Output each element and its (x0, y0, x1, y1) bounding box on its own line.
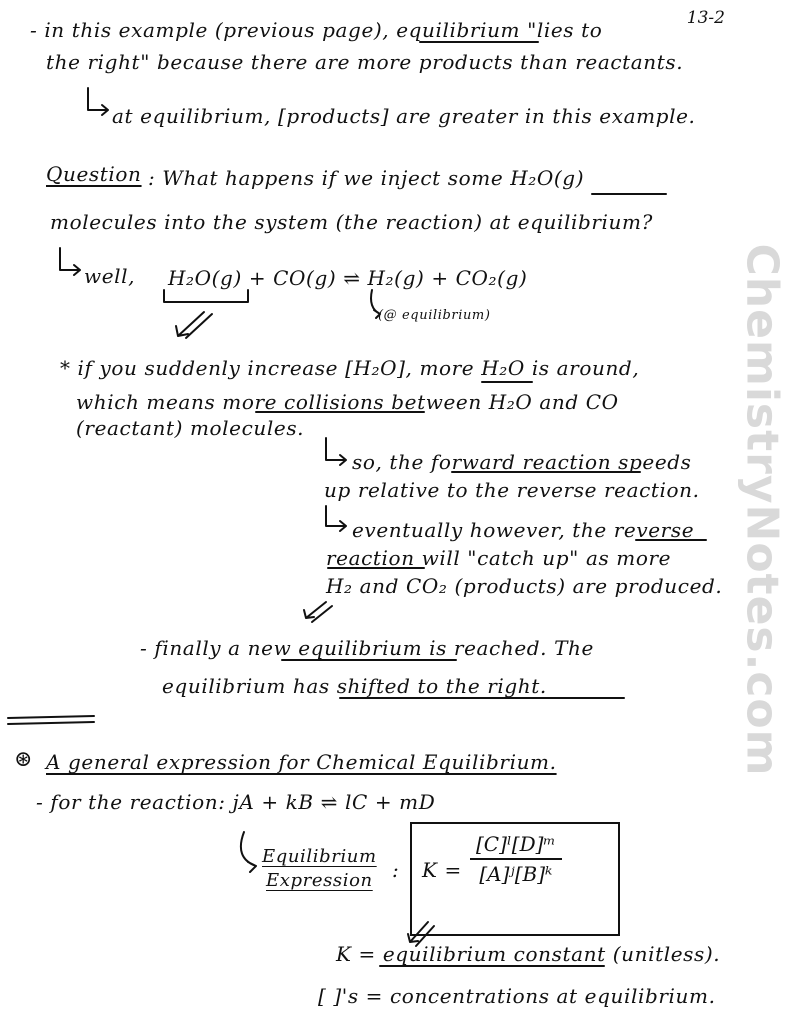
watermark: ChemistryNotes.com (736, 243, 788, 777)
final-line-1: - finally a new equilibrium is reached. The (140, 636, 594, 660)
reaction-equation: H₂O(g) + CO(g) ⇌ H₂(g) + CO₂(g) (168, 266, 528, 290)
general-heading: A general expression for Chemical Equilibrium. (46, 750, 557, 774)
expression-label-2: Expression (266, 870, 373, 891)
intro-line-1: - in this example (previous page), equilibrium "lies to (30, 18, 603, 42)
page-number: 13-2 (686, 8, 725, 28)
separator-line (8, 716, 94, 724)
reverse-line-3: H₂ and CO₂ (products) are produced. (326, 574, 723, 598)
question-label: Question (46, 162, 142, 186)
reverse-line-2: reaction will "catch up" as more (326, 546, 672, 570)
well-text: well, (84, 264, 136, 288)
explanation-line-2: which means more collisions between H₂O and CO (76, 390, 619, 414)
explanation-line-1: * if you suddenly increase [H₂O], more H₂O is around, (60, 356, 640, 380)
numerator: [C]ˡ[D]ᵐ (470, 832, 562, 860)
forward-line-1: so, the forward reaction speeds (352, 450, 692, 474)
bracket-definition: [ ]'s = concentrations at equilibrium. (318, 984, 716, 1008)
hook-arrow-icon (88, 88, 108, 115)
final-line-2: equilibrium has shifted to the right. (162, 674, 547, 698)
forward-line-2: up relative to the reverse reaction. (324, 478, 700, 502)
explanation-line-3: (reactant) molecules. (76, 416, 305, 440)
intro-subpoint: at equilibrium, [products] are greater in this example. (112, 104, 696, 128)
curved-arrow-icon (241, 832, 256, 872)
bracket-under-h2o (164, 290, 248, 302)
expression-label-1: Equilibrium (262, 846, 377, 867)
general-reaction: - for the reaction: jA + kB ⇌ lC + mD (36, 790, 436, 814)
equilibrium-note: (@ equilibrium) (378, 308, 491, 323)
curved-arrow-icon (371, 290, 380, 318)
colon: : (392, 858, 400, 882)
denominator: [A]ʲ[B]ᵏ (479, 862, 553, 886)
hook-arrow-icon (60, 248, 80, 275)
k-equals: K = (422, 858, 462, 882)
hook-arrow-icon (326, 506, 346, 531)
double-arrow-icon (304, 602, 332, 622)
reverse-line-1: eventually however, the reverse (352, 518, 695, 542)
question-line-2: molecules into the system (the reaction) at equilibrium? (50, 210, 653, 234)
hook-arrow-icon (326, 438, 346, 465)
question-line-1: : What happens if we inject some H₂O(g) (148, 166, 585, 190)
double-arrow-icon (176, 312, 212, 338)
star-icon: ⊛ (14, 747, 34, 772)
intro-line-2: the right" because there are more products than reactants. (46, 50, 684, 74)
k-definition: K = equilibrium constant (unitless). (336, 942, 721, 966)
double-arrow-icon (408, 922, 434, 946)
